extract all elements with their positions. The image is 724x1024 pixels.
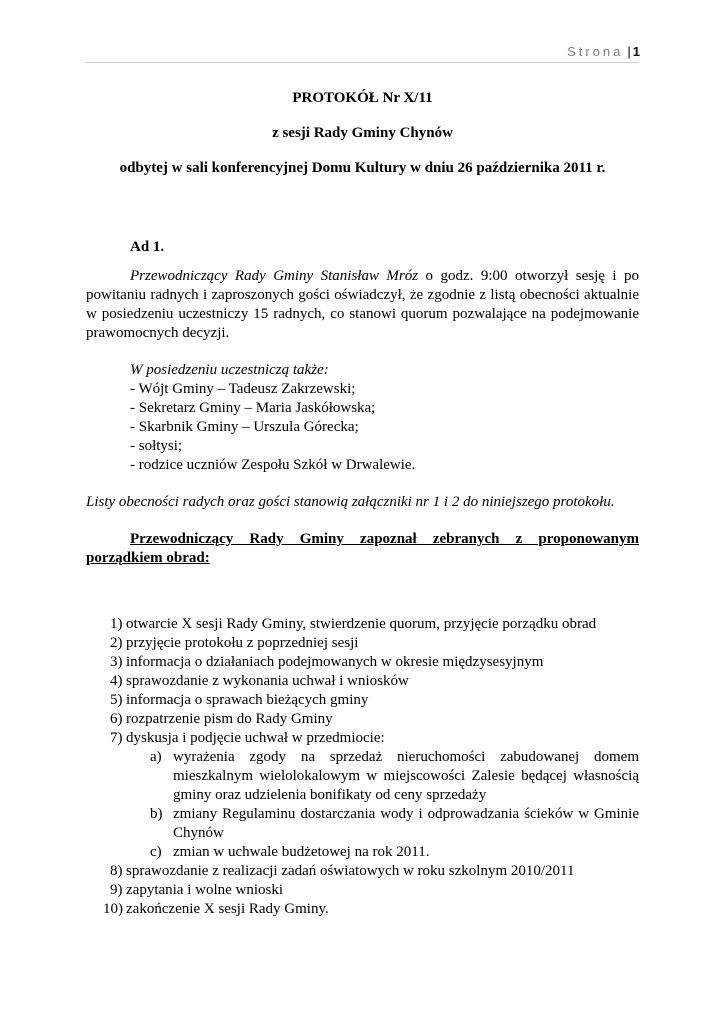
chairman-name: Przewodniczący Rady Gminy Stanisław Mróz bbox=[130, 268, 419, 284]
agenda-item-number: 3) bbox=[110, 654, 123, 670]
agenda-item-text: informacja o działaniach podejmowanych w okresie międzysesyjnym bbox=[126, 654, 544, 670]
attendee-item: - sołtysi; bbox=[130, 438, 183, 454]
page-number: 1 bbox=[632, 44, 640, 59]
document-venue: odbytej w sali konferencyjnej Domu Kultury w dniu 26 października 2011 r. bbox=[119, 160, 606, 176]
agenda-item bbox=[86, 862, 639, 881]
attendee-item: - Skarbnik Gminy – Urszula Górecka; bbox=[130, 419, 359, 435]
agenda-item-number: 9) bbox=[110, 882, 123, 898]
agenda-item-text: informacja o sprawach bieżących gminy bbox=[126, 692, 369, 708]
agenda-subitem-letter: b) bbox=[150, 806, 163, 822]
agenda-item-number: 7) bbox=[110, 730, 123, 746]
agenda-item bbox=[86, 710, 639, 729]
header-rule bbox=[86, 62, 639, 63]
agenda-subitem-letter: c) bbox=[150, 844, 162, 860]
agenda-subitem-text: zmiany Regulaminu dostarczania wody i odprowadzania ścieków w Gminie Chynów bbox=[173, 806, 639, 841]
agenda-item-number: 5) bbox=[110, 692, 123, 708]
agenda-item-text: otwarcie X sesji Rady Gminy, stwierdzenie quorum, przyjęcie porządku obrad bbox=[126, 616, 597, 632]
agenda-list bbox=[86, 615, 639, 919]
opening-text: o godz. 9:00 otworzył sesję i po powitaniu radnych i zaproszonych gości oświadczył, że zgodnie z listą obecności aktualnie w posiedzeniu uczestniczy 15 radnych, co stanowi quorum pozwalające na podejmowanie prawomocnych decyzji. bbox=[86, 268, 639, 341]
attendee-item: - rodzice uczniów Zespołu Szkół w Drwalewie. bbox=[130, 457, 416, 473]
attendees-block bbox=[130, 361, 639, 475]
agenda-subitem-text: zmian w uchwale budżetowej na rok 2011. bbox=[173, 844, 430, 860]
agenda-item-text: przyjęcie protokołu z poprzedniej sesji bbox=[126, 635, 359, 651]
page-separator: | bbox=[627, 44, 631, 59]
agenda-subitem bbox=[86, 843, 639, 862]
agenda-item-number: 8) bbox=[110, 863, 123, 879]
agenda-subitem-text: wyrażenia zgody na sprzedaż nieruchomości zabudowanej domem mieszkalnym wielolokalowym w miejscowości Zalesie będącej własnością gminy oraz udzielenia bonifikaty od ceny sprzedaży bbox=[173, 749, 639, 803]
agenda-intro: Przewodniczący Rady Gminy zapoznał zebranych z proponowanym porządkiem obrad: bbox=[86, 531, 639, 566]
agenda-item-number: 4) bbox=[110, 673, 123, 689]
agenda-subitem bbox=[86, 748, 639, 805]
agenda-item bbox=[86, 691, 639, 710]
agenda-item-number: 2) bbox=[110, 635, 123, 651]
page-label: Strona bbox=[567, 44, 624, 59]
agenda-item-text: rozpatrzenie pism do Rady Gminy bbox=[126, 711, 333, 727]
agenda-item-text: zakończenie X sesji Rady Gminy. bbox=[126, 901, 329, 917]
annex-note: Listy obecności radych oraz gości stanowią załączniki nr 1 i 2 do niniejszego protokołu. bbox=[86, 494, 615, 510]
document-body bbox=[86, 85, 639, 919]
agenda-item-number: 1) bbox=[110, 616, 123, 632]
document-subtitle: z sesji Rady Gminy Chynów bbox=[272, 125, 453, 141]
agenda-subitem bbox=[86, 805, 639, 843]
agenda-item-text: zapytania i wolne wnioski bbox=[126, 882, 284, 898]
agenda-item bbox=[86, 881, 639, 900]
attendee-item: - Wójt Gminy – Tadeusz Zakrzewski; bbox=[130, 381, 356, 397]
section-heading: Ad 1. bbox=[130, 239, 165, 255]
agenda-item bbox=[86, 653, 639, 672]
agenda-item-text: sprawozdanie z realizacji zadań oświatowych w roku szkolnym 2010/2011 bbox=[126, 863, 575, 879]
agenda-item-text: dyskusja i podjęcie uchwał w przedmiocie: bbox=[126, 730, 385, 746]
agenda-item bbox=[86, 672, 639, 691]
attendee-item: - Sekretarz Gminy – Maria Jaskółowska; bbox=[130, 400, 376, 416]
agenda-subitem-letter: a) bbox=[150, 749, 162, 765]
agenda-item-number: 6) bbox=[110, 711, 123, 727]
agenda-item bbox=[86, 900, 639, 919]
page-header bbox=[567, 44, 640, 59]
document-title: PROTOKÓŁ Nr X/11 bbox=[292, 90, 433, 106]
agenda-item bbox=[86, 729, 639, 748]
agenda-item bbox=[86, 634, 639, 653]
agenda-item-text: sprawozdanie z wykonania uchwał i wniosków bbox=[126, 673, 409, 689]
attendees-intro: W posiedzeniu uczestniczą także: bbox=[130, 362, 329, 378]
agenda-item-number: 10) bbox=[103, 901, 123, 917]
agenda-item bbox=[86, 615, 639, 634]
opening-paragraph bbox=[86, 267, 639, 343]
